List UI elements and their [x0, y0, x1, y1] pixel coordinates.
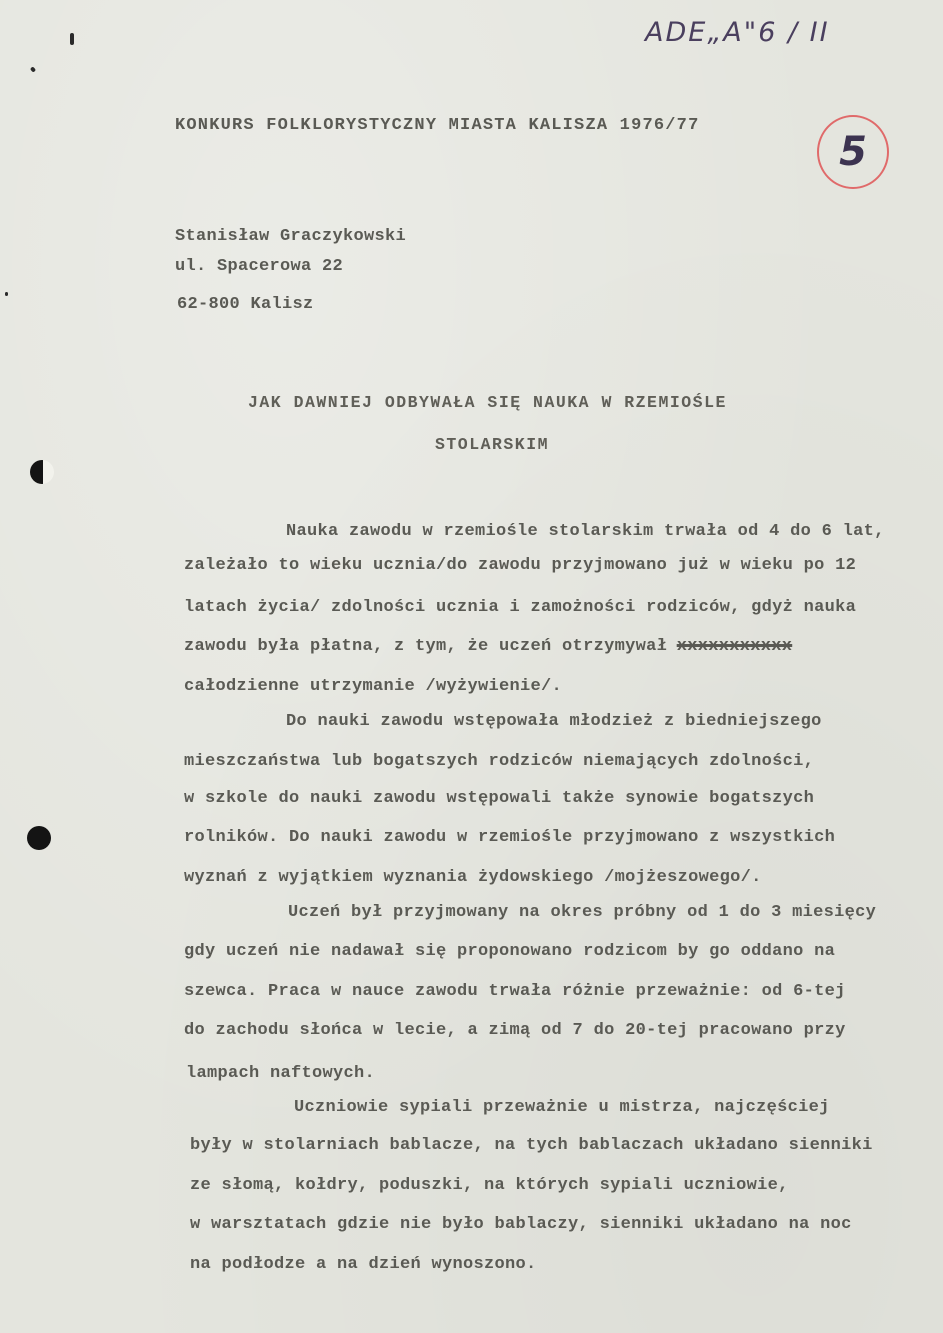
staple-mark [70, 33, 74, 45]
body-line: całodzienne utrzymanie /wyżywienie/. [184, 677, 563, 696]
body-line: szewca. Praca w nauce zawodu trwała różnie przeważnie: od 6-tej [184, 982, 846, 1001]
body-line: Do nauki zawodu wstępowała młodzież z biedniejszego [286, 712, 822, 731]
body-line: mieszczaństwa lub bogatszych rodziców niemających zdolności, [184, 752, 815, 771]
staple-mark [30, 66, 36, 72]
body-line: latach życia/ zdolności ucznia i zamożności rodziców, gdyż nauka [184, 598, 857, 617]
body-line: lampach naftowych. [186, 1064, 376, 1083]
document-title-line1: JAK DAWNIEJ ODBYWAŁA SIĘ NAUKA W RZEMIOŚLE [248, 393, 727, 412]
body-line: Uczniowie sypiali przeważnie u mistrza, najczęściej [294, 1098, 830, 1117]
body-line: do zachodu słońca w lecie, a zimą od 7 do 20-tej pracowano przy [184, 1021, 846, 1040]
body-line: zawodu była płatna, z tym, że uczeń otrzymywał [184, 637, 668, 656]
author-name: Stanisław Graczykowski [175, 227, 407, 246]
body-line: były w stolarniach bablacze, na tych bablaczach układano sienniki [190, 1136, 873, 1155]
body-line: rolników. Do nauki zawodu w rzemiośle przyjmowano z wszystkich [184, 828, 836, 847]
page-number: 5 [839, 129, 867, 175]
author-street: ul. Spacerowa 22 [175, 257, 344, 276]
body-line: w warsztatach gdzie nie było bablaczy, sienniki układano na noc [190, 1215, 852, 1234]
body-line-with-strikeout [184, 637, 792, 656]
author-city: 62-800 Kalisz [177, 295, 314, 314]
archive-code: ADE„A"6 / II [645, 17, 830, 48]
document-title-line2: STOLARSKIM [435, 435, 550, 454]
body-line: ze słomą, kołdry, poduszki, na których sypiali uczniowie, [190, 1176, 789, 1195]
contest-title: KONKURS FOLKLORYSTYCZNY MIASTA KALISZA 1976/77 [175, 116, 700, 135]
body-line: w szkole do nauki zawodu wstępowali także synowie bogatszych [184, 789, 815, 808]
staple-mark [5, 292, 8, 296]
body-line: zależało to wieku ucznia/do zawodu przyjmowano już w wieku po 12 [184, 556, 857, 575]
punch-hole [30, 460, 54, 484]
body-line: gdy uczeń nie nadawał się proponowano rodzicom by go oddano na [184, 942, 836, 961]
body-line: wyznań z wyjątkiem wyznania żydowskiego /mojżeszowego/. [184, 868, 762, 887]
body-line: Uczeń był przyjmowany na okres próbny od 1 do 3 miesięcy [288, 903, 877, 922]
page-number-circle [817, 115, 889, 189]
body-line: na podłodze a na dzień wynoszono. [190, 1255, 537, 1274]
punch-hole [27, 826, 51, 850]
body-line: Nauka zawodu w rzemiośle stolarskim trwała od 4 do 6 lat, [286, 522, 885, 541]
struck-out-text: xxxxxxxxxxx [676, 637, 793, 656]
